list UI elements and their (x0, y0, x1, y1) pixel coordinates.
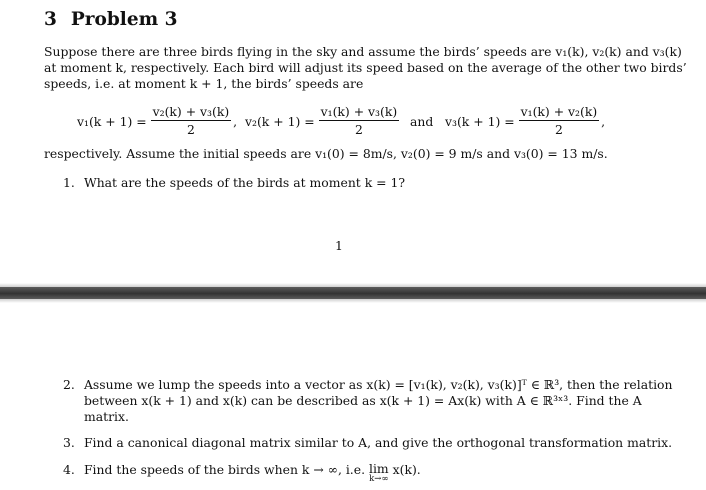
question-1 (63, 175, 405, 191)
limit-label: lim (368, 461, 389, 476)
denominator: 2 (186, 122, 195, 137)
fraction (519, 105, 600, 137)
question-number: 1. (63, 175, 75, 190)
limit-operator (369, 462, 389, 484)
equation-lhs: v₃(k + 1) = (445, 113, 515, 129)
numerator: v₁(k) + v₃(k) (320, 104, 398, 119)
fraction (151, 105, 232, 137)
question-line: Find the speeds of the birds when k → ∞, i.e. (83, 462, 366, 477)
initial-conditions-line: respectively. Assume the initial speeds are v₁(0) = 8m/s, v₂(0) = 9 m/s and v₃(0) = 13 m/s. (44, 146, 608, 161)
question-text: What are the speeds of the birds at moment k = 1? (83, 175, 406, 190)
question-line: matrix. (83, 409, 129, 424)
question-3 (63, 435, 672, 451)
denominator: 2 (554, 122, 563, 137)
denominator: 2 (354, 122, 363, 137)
page-gap-shadow (0, 299, 706, 303)
intro-line: Suppose there are three birds flying in the sky and assume the birds’ speeds are v₁(k), v₂(k) and v₃(k) (44, 44, 682, 59)
equation-lhs: v₂(k + 1) = (245, 113, 315, 129)
question-text (84, 377, 673, 425)
numerator: v₂(k) + v₃(k) (152, 104, 230, 119)
equation-trail: , (233, 113, 238, 129)
question-4 (63, 462, 421, 484)
section-number: 3 (44, 9, 57, 30)
equation-lhs: v₁(k + 1) = (77, 113, 147, 129)
limit-subscript: k→∞ (369, 474, 389, 484)
numerator: v₁(k) + v₂(k) (520, 104, 598, 119)
equation-connector: and (410, 113, 434, 129)
question-line: Assume we lump the speeds into a vector as x(k) = [v₁(k), v₂(k), v₃(k)]ᵀ ∈ ℝ³, then the relation (83, 377, 673, 392)
question-text (84, 462, 421, 484)
question-line: between x(k + 1) and x(k) can be described as x(k + 1) = Ax(k) with A ∈ ℝ³ˣ³. Find the A (83, 393, 642, 408)
section-heading (44, 9, 178, 30)
page-number: 1 (335, 238, 343, 253)
equation-trail: , (601, 113, 606, 129)
page-separator (0, 287, 706, 299)
question-number: 4. (63, 462, 75, 477)
section-title: Problem 3 (70, 9, 178, 30)
question-2 (63, 377, 672, 425)
intro-paragraph (44, 44, 687, 92)
limit-tail: x(k). (392, 462, 421, 477)
equation-v1 (77, 104, 237, 138)
equation-v3 (445, 104, 605, 138)
equation-row (0, 104, 706, 138)
question-text: Find a canonical diagonal matrix similar to A, and give the orthogonal transformation matrix. (83, 435, 673, 450)
intro-line: speeds, i.e. at moment k + 1, the birds’ speeds are (44, 76, 364, 91)
equation-v2 (245, 104, 401, 138)
question-number: 2. (63, 377, 75, 392)
question-number: 3. (63, 435, 75, 450)
fraction (319, 105, 400, 137)
intro-line: at moment k, respectively. Each bird will adjust its speed based on the average of the other two birds’ (44, 60, 687, 75)
